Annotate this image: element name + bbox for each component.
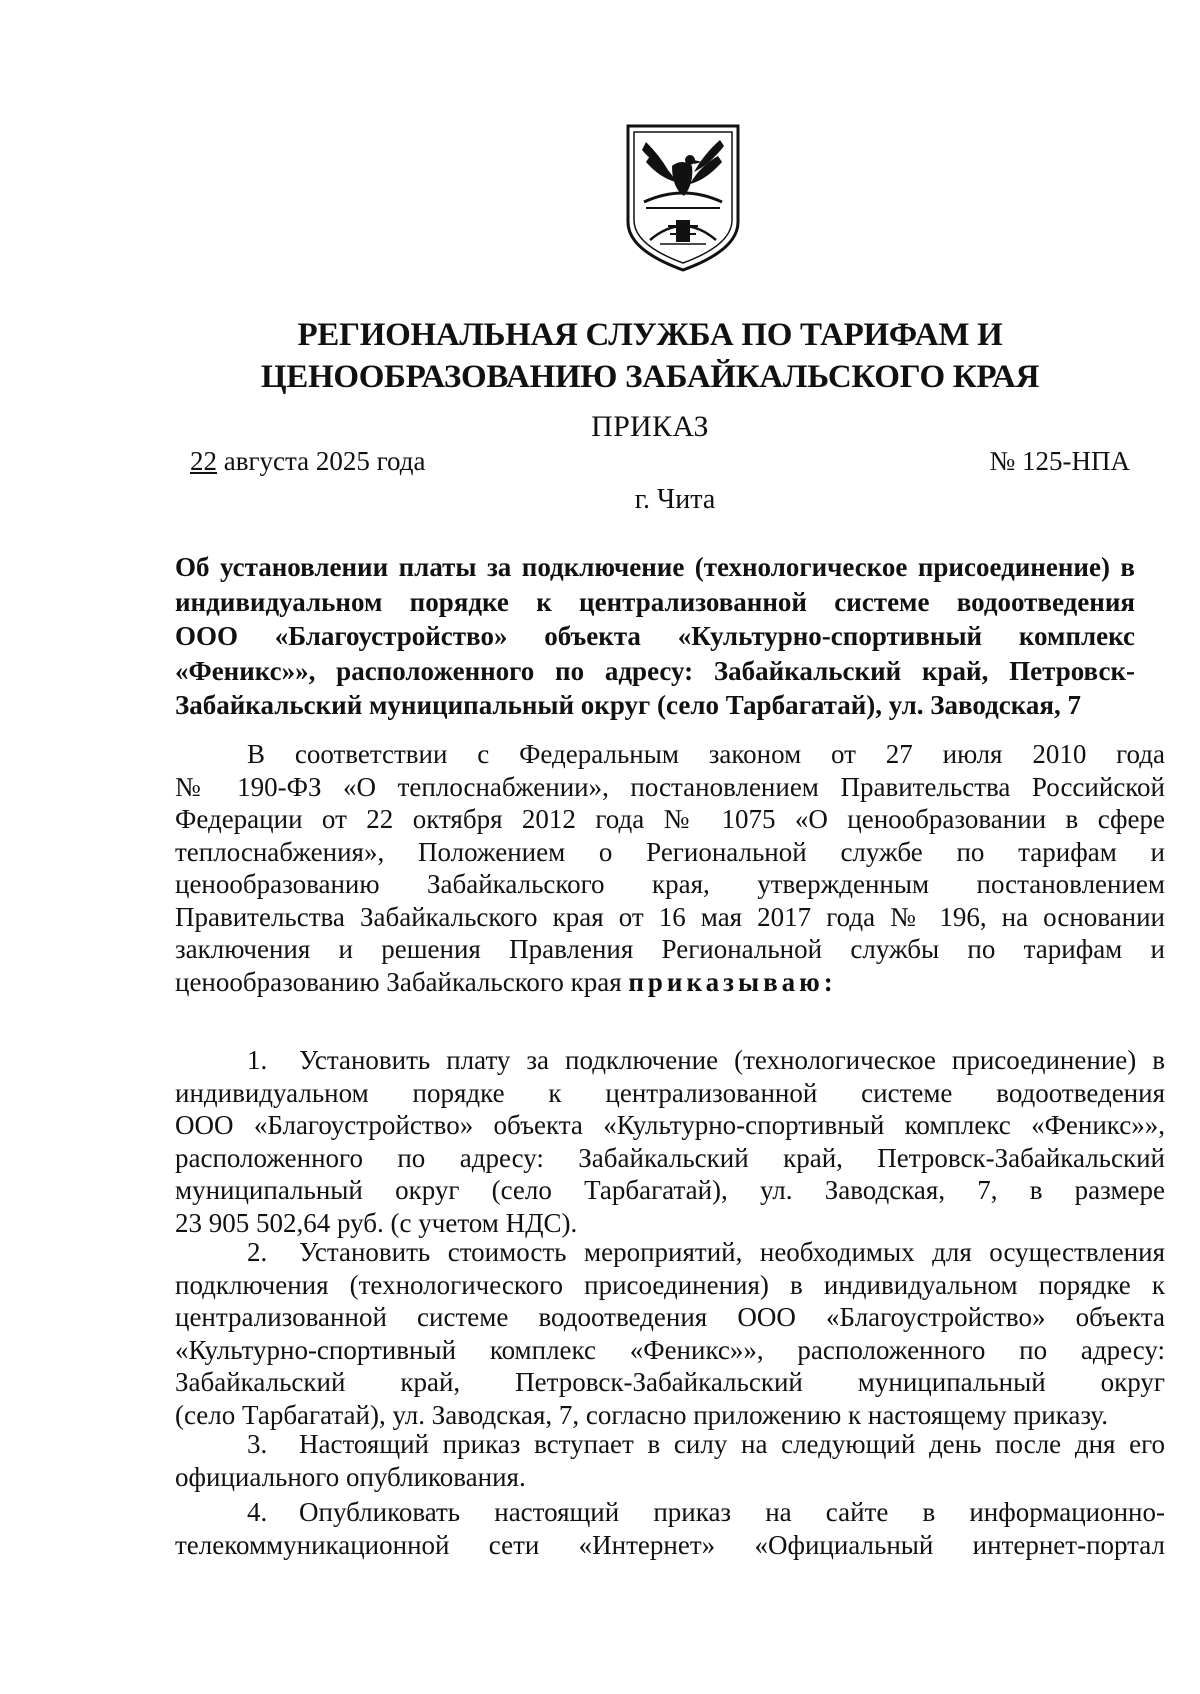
paragraph-line: индивидуальном порядке к централизованной системе водоотведения [175, 1077, 1165, 1108]
paragraph-line: «Культурно-спортивный комплекс «Феникс»», расположенного по адресу: [175, 1334, 1165, 1365]
title-line: индивидуальном порядке к централизованной системе водоотведения [175, 586, 1135, 617]
document-date [190, 446, 426, 477]
paragraph-line: В соответствии с Федеральным законом от 27 июля 2010 года [247, 739, 1165, 769]
paragraph-line: ООО «Благоустройство» объекта «Культурно-спортивный комплекс «Феникс»», [175, 1110, 1165, 1140]
paragraph-line: № 190-ФЗ «О теплоснабжении», постановлением Правительства Российской [175, 771, 1165, 802]
title-line: Об установлении платы за подключение (технологическое присоединение) в [175, 552, 1135, 582]
paragraph-line: муниципальный округ (село Тарбагатай), ул. Заводская, 7, в размере [175, 1175, 1165, 1205]
title-line: Забайкальский муниципальный округ (село Тарбагатай), ул. Заводская, 7 [175, 690, 1082, 720]
organization-name-line-2: ЦЕНООБРАЗОВАНИЮ ЗАБАЙКАЛЬСКОГО КРАЯ [260, 359, 1040, 395]
item-first-text: Установить стоимость мероприятий, необходимых для осуществления [299, 1237, 1165, 1267]
item-number: 1. [247, 1045, 268, 1075]
coat-of-arms-emblem [624, 122, 742, 274]
item-first-text: Установить плату за подключение (технологическое присоединение) в [299, 1045, 1165, 1075]
organization-name-line-1: РЕГИОНАЛЬНАЯ СЛУЖБА ПО ТАРИФАМ И [297, 317, 1003, 353]
item-first-line [175, 1044, 1165, 1077]
paragraph-line: подключения (технологического присоединения) в индивидуальном порядке к [175, 1269, 1165, 1300]
date-day: 22 [190, 446, 217, 476]
title-line: ООО «Благоустройство» объекта «Культурно-спортивный комплекс [175, 621, 1135, 651]
item-number: 2. [247, 1237, 268, 1267]
item-first-text: Настоящий приказ вступает в силу на следующий день после дня его [299, 1429, 1165, 1459]
paragraph-line: Забайкальский край, Петровск-Забайкальский муниципальный округ [175, 1367, 1165, 1397]
intro-paragraph [175, 738, 1165, 998]
document-city: г. Чита [634, 484, 716, 515]
item-number: 3. [247, 1429, 268, 1459]
paragraph-line: официального опубликования. [175, 1461, 526, 1492]
paragraph-line: централизованной системе водоотведения ООО «Благоустройство» объекта [175, 1302, 1165, 1332]
paragraph-line: Правительства Забайкальского края от 16 мая 2017 года № 196, на основании [175, 901, 1165, 932]
document-number: № 125-НПА [989, 446, 1130, 476]
intro-last-text: ценообразованию Забайкальского края [175, 966, 629, 997]
paragraph-line: (село Тарбагатай), ул. Заводская, 7, согласно приложению к настоящему приказу. [175, 1399, 1108, 1430]
paragraph-line [175, 966, 1165, 999]
item-number: 4. [247, 1497, 268, 1527]
order-word: приказываю: [628, 966, 837, 997]
date-rest: августа 2025 года [217, 446, 426, 476]
item-first-line [175, 1236, 1165, 1269]
paragraph-line: заключения и решения Правления Региональной службы по тарифам и [175, 934, 1165, 964]
paragraph-line: Федерации от 22 октября 2012 года № 1075 «О ценообразовании в сфере [175, 804, 1165, 834]
paragraph-line: теплоснабжения», Положением о Региональной службе по тарифам и [175, 836, 1165, 867]
order-item-4 [175, 1496, 1165, 1561]
paragraph-line: телекоммуникационной сети «Интернет» «Официальный интернет-портал [175, 1529, 1165, 1560]
document-type: ПРИКАЗ [591, 410, 709, 443]
order-item-1 [175, 1044, 1165, 1239]
item-first-line [175, 1496, 1165, 1529]
title-line: «Феникс»», расположенного по адресу: Забайкальский край, Петровск- [175, 655, 1135, 686]
document-title [175, 550, 1135, 723]
paragraph-line: ценообразованию Забайкальского края, утвержденным постановлением [175, 869, 1165, 899]
order-item-2 [175, 1236, 1165, 1431]
item-first-line [175, 1428, 1165, 1461]
order-item-3 [175, 1428, 1165, 1493]
paragraph-line: 23 905 502,64 руб. (с учетом НДС). [175, 1207, 578, 1238]
paragraph-line: расположенного по адресу: Забайкальский край, Петровск-Забайкальский [175, 1142, 1165, 1173]
item-first-text: Опубликовать настоящий приказ на сайте в информационно- [299, 1497, 1165, 1527]
